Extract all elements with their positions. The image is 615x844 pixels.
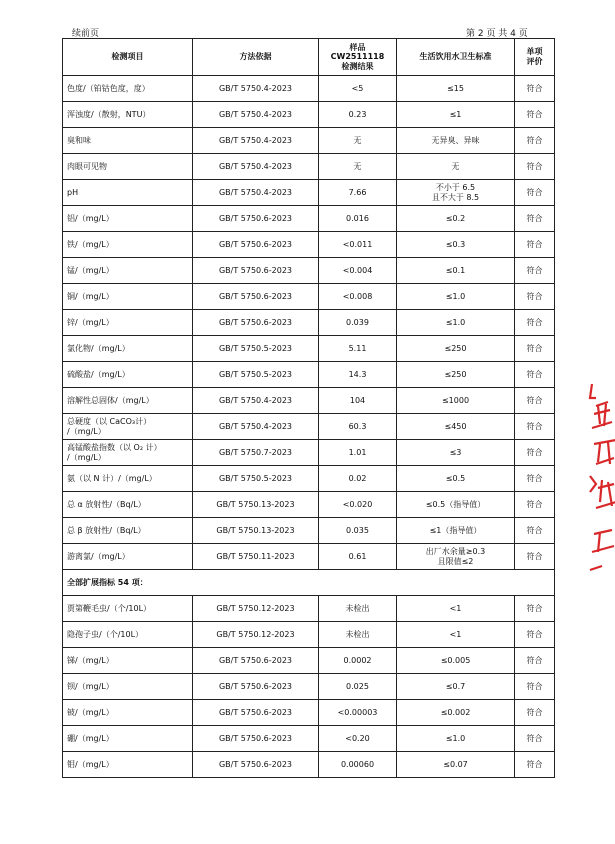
result-cell: 0.23 xyxy=(319,102,397,128)
test-item-cell: 臭和味 xyxy=(63,128,193,154)
standard-cell: 出厂水余量≥0.3 且限值≤2 xyxy=(397,544,515,570)
standard-cell: ≤0.005 xyxy=(397,648,515,674)
col-header-method: 方法依据 xyxy=(193,39,319,76)
method-cell: GB/T 5750.6-2023 xyxy=(193,310,319,336)
page-number: 第 2 页 共 4 页 xyxy=(466,29,528,39)
evaluation-cell: 符合 xyxy=(515,336,555,362)
test-item-cell: 硫酸盐/（mg/L） xyxy=(63,362,193,388)
result-cell: 104 xyxy=(319,388,397,414)
standard-cell: ≤250 xyxy=(397,362,515,388)
table-row xyxy=(63,414,555,440)
standard-cell: ≤1000 xyxy=(397,388,515,414)
test-results-table xyxy=(62,38,555,778)
test-item-cell: 锑/（mg/L） xyxy=(63,648,193,674)
result-cell: 0.025 xyxy=(319,674,397,700)
test-item-cell: 铜/（mg/L） xyxy=(63,284,193,310)
result-cell: 无 xyxy=(319,154,397,180)
result-cell: 0.016 xyxy=(319,206,397,232)
result-cell: 0.039 xyxy=(319,310,397,336)
table-row xyxy=(63,310,555,336)
evaluation-cell: 符合 xyxy=(515,206,555,232)
evaluation-cell: 符合 xyxy=(515,284,555,310)
table-row xyxy=(63,726,555,752)
method-cell: GB/T 5750.13-2023 xyxy=(193,518,319,544)
result-cell: 60.3 xyxy=(319,414,397,440)
table-row xyxy=(63,206,555,232)
test-item-cell: 隐孢子虫/（个/10L） xyxy=(63,622,193,648)
col-header-evaluation: 单项 评价 xyxy=(515,39,555,76)
standard-cell: ≤450 xyxy=(397,414,515,440)
result-cell: <0.00003 xyxy=(319,700,397,726)
method-cell: GB/T 5750.6-2023 xyxy=(193,284,319,310)
evaluation-cell: 符合 xyxy=(515,466,555,492)
standard-cell: ≤0.07 xyxy=(397,752,515,778)
result-cell: <0.008 xyxy=(319,284,397,310)
method-cell: GB/T 5750.4-2023 xyxy=(193,414,319,440)
table-row xyxy=(63,596,555,622)
method-cell: GB/T 5750.6-2023 xyxy=(193,258,319,284)
result-cell: <0.011 xyxy=(319,232,397,258)
result-cell: <0.004 xyxy=(319,258,397,284)
test-item-cell: 总硬度（以 CaCO₃计） /（mg/L） xyxy=(63,414,193,440)
table-row xyxy=(63,388,555,414)
standard-cell: ≤1 xyxy=(397,102,515,128)
test-item-cell: 浑浊度/（散射，NTU） xyxy=(63,102,193,128)
evaluation-cell: 符合 xyxy=(515,622,555,648)
method-cell: GB/T 5750.6-2023 xyxy=(193,752,319,778)
evaluation-cell: 符合 xyxy=(515,492,555,518)
evaluation-cell: 符合 xyxy=(515,76,555,102)
table-row xyxy=(63,128,555,154)
test-item-cell: 氨（以 N 计）/（mg/L） xyxy=(63,466,193,492)
test-item-cell: 游离氯/（mg/L） xyxy=(63,544,193,570)
section-row xyxy=(63,570,555,596)
continued-label: 续前页 xyxy=(72,29,100,39)
table-row xyxy=(63,258,555,284)
test-item-cell: 铝/（mg/L） xyxy=(63,206,193,232)
test-item-cell: 铁/（mg/L） xyxy=(63,232,193,258)
evaluation-cell: 符合 xyxy=(515,310,555,336)
table-row xyxy=(63,674,555,700)
standard-cell: ≤250 xyxy=(397,336,515,362)
standard-cell: ≤0.1 xyxy=(397,258,515,284)
evaluation-cell: 符合 xyxy=(515,700,555,726)
standard-cell: ≤1.0 xyxy=(397,310,515,336)
test-item-cell: 总 β 放射性/（Bq/L） xyxy=(63,518,193,544)
table-row xyxy=(63,622,555,648)
table-row xyxy=(63,154,555,180)
evaluation-cell: 符合 xyxy=(515,258,555,284)
test-item-cell: 色度/（铂钴色度，度） xyxy=(63,76,193,102)
evaluation-cell: 符合 xyxy=(515,414,555,440)
test-item-cell: 高锰酸盐指数（以 O₂ 计） /（mg/L） xyxy=(63,440,193,466)
test-item-cell: 溶解性总固体/（mg/L） xyxy=(63,388,193,414)
standard-cell: ≤1.0 xyxy=(397,284,515,310)
method-cell: GB/T 5750.5-2023 xyxy=(193,336,319,362)
standard-cell: 不小于 6.5 且不大于 8.5 xyxy=(397,180,515,206)
result-cell: 1.01 xyxy=(319,440,397,466)
evaluation-cell: 符合 xyxy=(515,102,555,128)
method-cell: GB/T 5750.4-2023 xyxy=(193,128,319,154)
evaluation-cell: 符合 xyxy=(515,388,555,414)
table-row xyxy=(63,648,555,674)
method-cell: GB/T 5750.6-2023 xyxy=(193,648,319,674)
table-row xyxy=(63,180,555,206)
table-row xyxy=(63,518,555,544)
result-cell: 未检出 xyxy=(319,596,397,622)
method-cell: GB/T 5750.4-2023 xyxy=(193,154,319,180)
result-cell: <0.20 xyxy=(319,726,397,752)
result-cell: <0.020 xyxy=(319,492,397,518)
evaluation-cell: 符合 xyxy=(515,180,555,206)
table-row xyxy=(63,362,555,388)
section-label: 全部扩展指标 54 项： xyxy=(63,570,555,596)
result-cell: 0.0002 xyxy=(319,648,397,674)
evaluation-cell: 符合 xyxy=(515,362,555,388)
standard-cell: ≤0.7 xyxy=(397,674,515,700)
standard-cell: <1 xyxy=(397,622,515,648)
table-header-row xyxy=(63,39,555,76)
method-cell: GB/T 5750.4-2023 xyxy=(193,180,319,206)
standard-cell: ≤0.2 xyxy=(397,206,515,232)
table-row xyxy=(63,544,555,570)
evaluation-cell: 符合 xyxy=(515,154,555,180)
evaluation-cell: 符合 xyxy=(515,752,555,778)
method-cell: GB/T 5750.11-2023 xyxy=(193,544,319,570)
method-cell: GB/T 5750.6-2023 xyxy=(193,206,319,232)
evaluation-cell: 符合 xyxy=(515,726,555,752)
method-cell: GB/T 5750.6-2023 xyxy=(193,232,319,258)
standard-cell: ≤0.3 xyxy=(397,232,515,258)
test-item-cell: 氯化物/（mg/L） xyxy=(63,336,193,362)
col-header-standard: 生活饮用水卫生标准 xyxy=(397,39,515,76)
evaluation-cell: 符合 xyxy=(515,674,555,700)
test-item-cell: 锰/（mg/L） xyxy=(63,258,193,284)
method-cell: GB/T 5750.13-2023 xyxy=(193,492,319,518)
method-cell: GB/T 5750.6-2023 xyxy=(193,700,319,726)
evaluation-cell: 符合 xyxy=(515,518,555,544)
result-cell: 0.035 xyxy=(319,518,397,544)
table-row xyxy=(63,466,555,492)
table-row xyxy=(63,232,555,258)
method-cell: GB/T 5750.5-2023 xyxy=(193,466,319,492)
method-cell: GB/T 5750.7-2023 xyxy=(193,440,319,466)
table-row xyxy=(63,440,555,466)
method-cell: GB/T 5750.6-2023 xyxy=(193,726,319,752)
table-row xyxy=(63,492,555,518)
result-cell: 无 xyxy=(319,128,397,154)
standard-cell: ≤0.5（指导值） xyxy=(397,492,515,518)
standard-cell: ≤1（指导值） xyxy=(397,518,515,544)
test-item-cell: pH xyxy=(63,180,193,206)
standard-cell: ≤0.5 xyxy=(397,466,515,492)
result-cell: 0.61 xyxy=(319,544,397,570)
evaluation-cell: 符合 xyxy=(515,648,555,674)
evaluation-cell: 符合 xyxy=(515,440,555,466)
standard-cell: <1 xyxy=(397,596,515,622)
method-cell: GB/T 5750.5-2023 xyxy=(193,362,319,388)
standard-cell: 无 xyxy=(397,154,515,180)
method-cell: GB/T 5750.12-2023 xyxy=(193,596,319,622)
table-row xyxy=(63,336,555,362)
method-cell: GB/T 5750.12-2023 xyxy=(193,622,319,648)
result-cell: 0.02 xyxy=(319,466,397,492)
col-header-item: 检测项目 xyxy=(63,39,193,76)
table-row xyxy=(63,752,555,778)
table-row xyxy=(63,700,555,726)
result-cell: 14.3 xyxy=(319,362,397,388)
standard-cell: ≤1.0 xyxy=(397,726,515,752)
test-item-cell: 铍/（mg/L） xyxy=(63,700,193,726)
result-cell: 5.11 xyxy=(319,336,397,362)
table-row xyxy=(63,102,555,128)
standard-cell: ≤3 xyxy=(397,440,515,466)
test-item-cell: 锌/（mg/L） xyxy=(63,310,193,336)
method-cell: GB/T 5750.4-2023 xyxy=(193,102,319,128)
method-cell: GB/T 5750.4-2023 xyxy=(193,76,319,102)
test-item-cell: 贾第鞭毛虫/（个/10L） xyxy=(63,596,193,622)
col-header-result: 样品 CW2511118 检测结果 xyxy=(319,39,397,76)
standard-cell: ≤15 xyxy=(397,76,515,102)
red-stamp-fragment xyxy=(586,384,615,584)
table-row xyxy=(63,284,555,310)
table-row xyxy=(63,76,555,102)
test-item-cell: 钼/（mg/L） xyxy=(63,752,193,778)
result-cell: <5 xyxy=(319,76,397,102)
standard-cell: ≤0.002 xyxy=(397,700,515,726)
result-cell: 0.00060 xyxy=(319,752,397,778)
method-cell: GB/T 5750.4-2023 xyxy=(193,388,319,414)
test-item-cell: 总 α 放射性/（Bq/L） xyxy=(63,492,193,518)
method-cell: GB/T 5750.6-2023 xyxy=(193,674,319,700)
test-item-cell: 肉眼可见物 xyxy=(63,154,193,180)
test-item-cell: 钡/（mg/L） xyxy=(63,674,193,700)
standard-cell: 无异臭、异味 xyxy=(397,128,515,154)
evaluation-cell: 符合 xyxy=(515,128,555,154)
evaluation-cell: 符合 xyxy=(515,596,555,622)
result-cell: 未检出 xyxy=(319,622,397,648)
evaluation-cell: 符合 xyxy=(515,544,555,570)
evaluation-cell: 符合 xyxy=(515,232,555,258)
result-cell: 7.66 xyxy=(319,180,397,206)
test-item-cell: 硼/（mg/L） xyxy=(63,726,193,752)
